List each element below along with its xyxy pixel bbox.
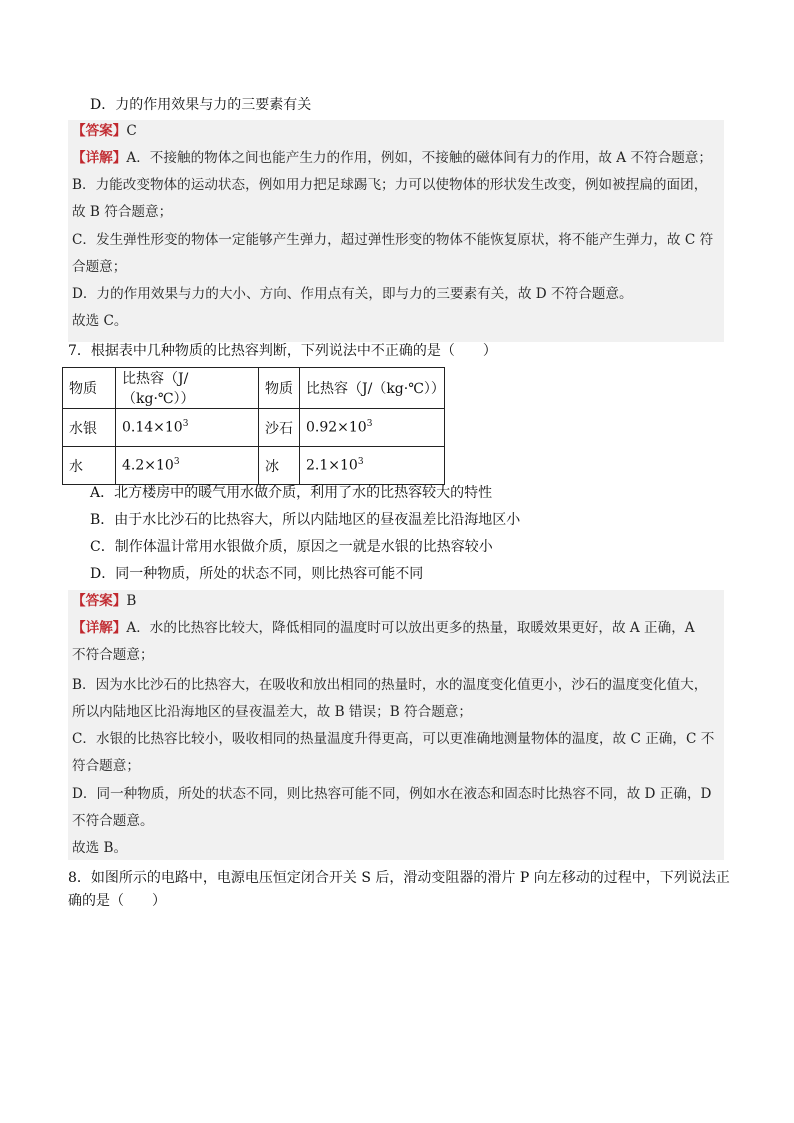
- table-row: [63, 409, 445, 447]
- table-cell-exponent: 3: [173, 457, 180, 468]
- table-cell-exponent: 3: [357, 457, 364, 468]
- q6-detail-line-7: 故选 C。: [72, 313, 128, 329]
- q6-answer-line: [72, 120, 724, 142]
- q6-detail-line-3: 故 B 符合题意；: [72, 204, 173, 220]
- q6-detail-line-2: B．力能改变物体的运动状态，例如用力把足球踢飞；力可以使物体的形状发生改变，例如被捏扁的面团，: [72, 177, 708, 193]
- q7-detail-text-1: A．水的比热容比较大，降低相同的温度时可以放出更多的热量，取暖效果更好，故 A 正确，A: [126, 620, 695, 636]
- q6-detail-line-1: [72, 147, 724, 169]
- q7-answer-line: [72, 590, 724, 612]
- table-cell: 水银: [63, 409, 116, 447]
- table-header-cell: 物质: [259, 368, 300, 409]
- q7-answer-block: [68, 590, 724, 860]
- table-cell: 沙石: [259, 409, 300, 447]
- table-cell-exponent: 3: [182, 419, 189, 430]
- q7-option-d: D．同一种物质，所处的状态不同，则比热容可能不同: [90, 566, 424, 582]
- q7-detail-line-9: 故选 B。: [72, 840, 128, 856]
- q6-detail-text-1: A．不接触的物体之间也能产生力的作用，例如，不接触的磁体间有力的作用，故 A 不符合题意；: [126, 150, 712, 166]
- q7-detail-label: 【详解】: [72, 620, 127, 636]
- q7-answer-label: 【答案】: [72, 593, 127, 609]
- q7-specific-heat-table: [62, 367, 445, 485]
- q7-stem: 7．根据表中几种物质的比热容判断，下列说法中不正确的是（ ）: [68, 343, 497, 359]
- q7-detail-line-1: [72, 617, 724, 639]
- q7-detail-line-2: 不符合题意；: [72, 647, 154, 663]
- table-cell: [300, 447, 445, 485]
- q6-detail-line-6: D．力的作用效果与力的大小、方向、作用点有关，即与力的三要素有关，故 D 不符合题意。: [72, 286, 633, 302]
- q6-detail-line-4: C．发生弹性形变的物体一定能够产生弹力，超过弹性形变的物体不能恢复原状，将不能产生弹力，故 C 符: [72, 232, 714, 248]
- table-cell: 水: [63, 447, 116, 485]
- q6-answer-value: C: [126, 123, 137, 139]
- q7-detail-line-3: B．因为水比沙石的比热容大，在吸收和放出相同的热量时，水的温度变化值更小，沙石的温度变化值大，: [72, 677, 708, 693]
- q7-detail-line-8: 不符合题意。: [72, 813, 154, 829]
- q7-detail-line-5: C．水银的比热容比较小，吸收相同的热量温度升得更高，可以更准确地测量物体的温度，故 C 正确，C 不: [72, 731, 715, 747]
- q6-detail-line-5: 合题意；: [72, 259, 127, 275]
- q7-option-b: B．由于水比沙石的比热容大，所以内陆地区的昼夜温差比沿海地区小: [90, 512, 521, 528]
- q7-option-c: C．制作体温计常用水银做介质，原因之一就是水银的比热容较小: [90, 539, 493, 555]
- q6-option-d: D．力的作用效果与力的三要素有关: [90, 97, 312, 113]
- q7-detail-line-4: 所以内陆地区比沿海地区的昼夜温差大，故 B 错误；B 符合题意；: [72, 704, 472, 720]
- table-cell: [116, 409, 259, 447]
- q7-detail-line-6: 符合题意；: [72, 758, 140, 774]
- table-cell: 冰: [259, 447, 300, 485]
- table-row: [63, 447, 445, 485]
- table-cell-mantissa: 0.92×10: [306, 419, 367, 436]
- table-cell-mantissa: 2.1×10: [306, 457, 358, 474]
- table-header-cell: 物质: [63, 368, 116, 409]
- table-cell: [116, 447, 259, 485]
- table-cell: [300, 409, 445, 447]
- q7-answer-value: B: [126, 593, 137, 609]
- q6-answer-label: 【答案】: [72, 123, 127, 139]
- q8-stem-line-1: 8．如图所示的电路中，电源电压恒定闭合开关 S 后，滑动变阻器的滑片 P 向左移动的过程中，下列说法正: [68, 870, 730, 886]
- q7-option-a: A．北方楼房中的暖气用水做介质，利用了水的比热容较大的特性: [90, 485, 493, 501]
- q6-answer-block: [68, 120, 724, 342]
- table-header-cell: 比热容（J/（kg·℃））: [300, 368, 445, 409]
- q6-detail-label: 【详解】: [72, 150, 127, 166]
- table-cell-exponent: 3: [366, 419, 373, 430]
- table-header-cell: 比热容（J/（kg·℃））: [116, 368, 259, 409]
- table-cell-mantissa: 0.14×10: [122, 419, 183, 436]
- table-header-row: [63, 368, 445, 409]
- q7-detail-line-7: D．同一种物质，所处的状态不同，则比热容可能不同，例如水在液态和固态时比热容不同，故 D 正确，D: [72, 786, 712, 802]
- table-cell-mantissa: 4.2×10: [122, 457, 174, 474]
- q8-stem-line-2: 确的是（ ）: [68, 893, 166, 909]
